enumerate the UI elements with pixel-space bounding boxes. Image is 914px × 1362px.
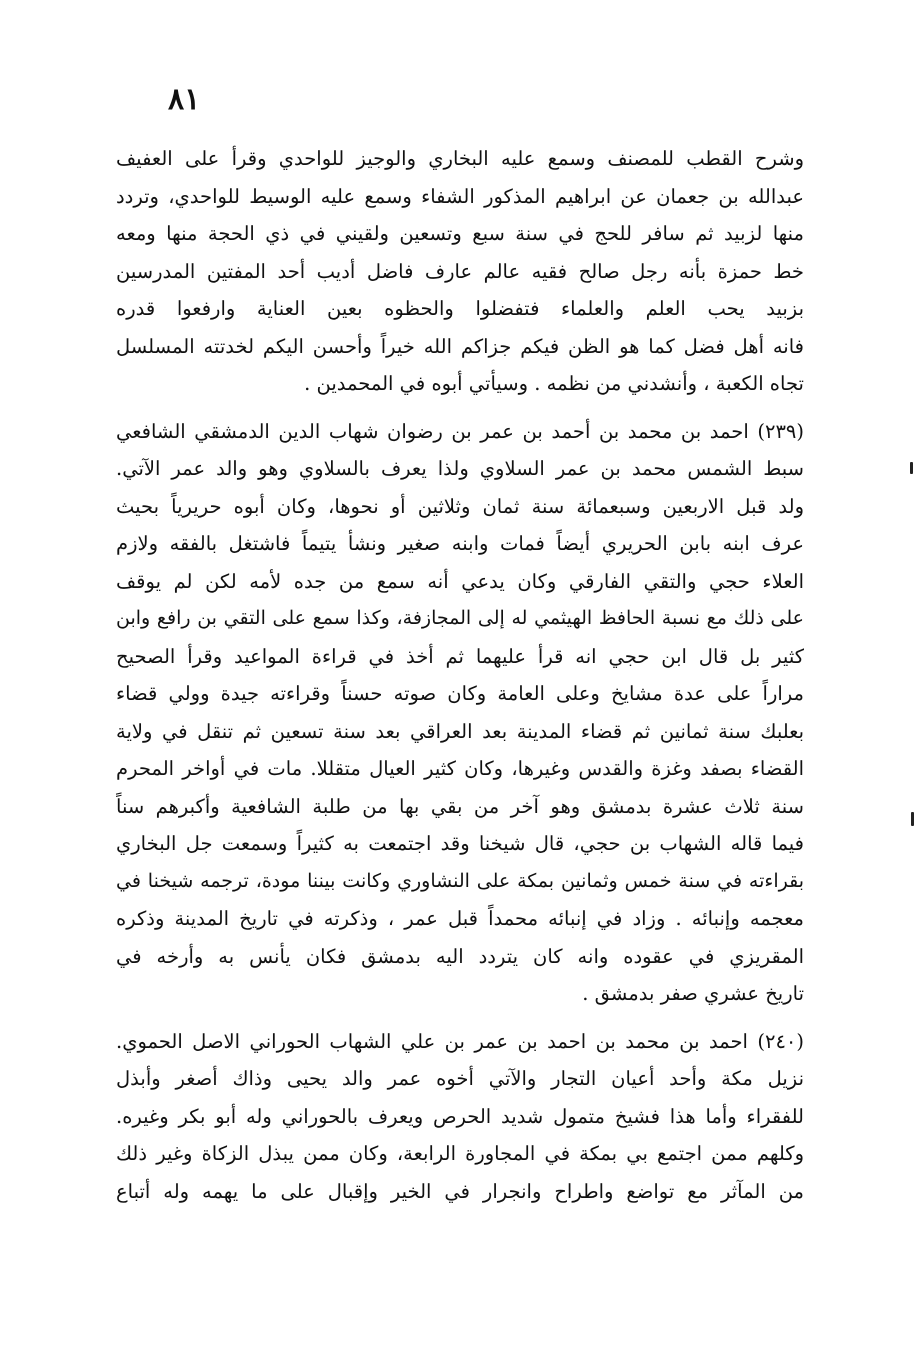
paragraph-gap xyxy=(116,403,804,413)
text-line: تاريخ عشري صفر بدمشق . xyxy=(582,982,804,1005)
text-line: نزيل مكة وأحد أعيان التجار والآتي أخوه عمر والد يحيى وذاك أصغر وأبذل xyxy=(116,1067,804,1090)
text-line: القضاء بصفد وغزة والقدس وغيرها، وكان كثير العيال متقللا. مات في أواخر المحرم xyxy=(116,757,804,780)
text-line: سبط الشمس محمد بن عمر السلاوي ولذا يعرف بالسلاوي وهو والد عمر الآتي. xyxy=(116,457,804,480)
text-line: مراراً على عدة مشايخ وعلى العامة وكان صوته حسناً وقراءته جيدة وولي قضاء xyxy=(116,682,804,705)
text-line: للفقراء وأما هذا فشيخ متمول شديد الحرص ويعرف بالحوراني وله أبو بكر وغيره. xyxy=(116,1104,804,1128)
entry-heading-line: (٢٣٩) احمد بن محمد بن أحمد بن عمر بن رضوان شهاب الدين الدمشقي الشافعي xyxy=(116,419,804,443)
page-number: ٨١ xyxy=(168,82,201,117)
text-line: منها لزبيد ثم سافر للحج في سنة سبع وتسعين ولقيني في ذي الحجة منها ومعه xyxy=(116,222,804,245)
text-line: سنة ثلاث عشرة بدمشق وهو آخر من بقي بها من طلبة الشافعية وأكبرهم سناً xyxy=(116,794,804,818)
text-line: وكلهم ممن اجتمع بي بمكة في المجاورة الرابعة، وكان ممن يبذل الزكاة وغير ذلك xyxy=(116,1142,804,1165)
text-line: فانه أهل فضل كما هو الظن فيكم جزاكم الله خيراً وأحسن اليكم لخدتته المسلسل xyxy=(116,334,804,358)
paragraph-entry-239 xyxy=(116,413,804,1013)
text-line: خط حمزة بأنه رجل صالح فقيه عالم عارف فاضل أديب أحد المفتين المدرسين xyxy=(116,259,804,283)
text-line: معجمه وإنبائه . وزاد في إنبائه محمداً قبل عمر ، وذكرته في تاريخ المدينة وذكره xyxy=(116,907,804,930)
text-line: عرف ابنه بابن الحريري أيضاً فمات وابنه صغير ونشأ يتيماً فاشتغل بالفقه ولازم xyxy=(116,532,804,555)
text-line: بقراءته في سنة خمس وثمانين بمكة على النشاوري وكانت بيننا مودة، ترجمه شيخنا في xyxy=(116,869,804,892)
text-line: بعلبك سنة ثمانين ثم قضاء المدينة بعد العراقي بعد سنة تسعين ثم تنقل في ولاية xyxy=(116,719,804,743)
text-body xyxy=(116,140,804,1210)
paragraph-gap xyxy=(116,1013,804,1023)
text-line: المقريزي في عقوده وانه كان يتردد اليه بدمشق فكان يأنس به وأرخه في xyxy=(116,944,804,968)
text-line: على ذلك مع نسبة الحافظ الهيثمي له إلى المجازفة، وكذا سمع على التقي بن رافع وابن xyxy=(116,607,804,629)
text-line: فيما قاله الشهاب بن حجي، قال شيخنا وقد اجتمعت به كثيراً وسمعت جل البخاري xyxy=(116,832,804,855)
paragraph-entry-240 xyxy=(116,1023,804,1211)
text-line: كثير بل قال ابن حجي انه قرأ عليهما ثم أخذ في قراءة المواعيد وقرأ الصحيح xyxy=(116,644,804,668)
text-line: وشرح القطب للمصنف وسمع عليه البخاري والوجيز للواحدي وقرأ على العفيف xyxy=(116,147,804,170)
text-line: عبدالله بن جعمان عن ابراهيم المذكور الشفاء وسمع عليه الوسيط للواحدي، وتردد xyxy=(116,184,804,208)
text-line: من المآثر مع تواضع واطراح وانجرار في الخير وإقبال على ما يهمه وله أتباع xyxy=(116,1179,804,1203)
paragraph-continuation xyxy=(116,140,804,403)
text-line: ولد قبل الاربعين وسبعمائة سنة ثمان وثلاثين أو نحوها، وكان أبوه حريرياً بحيث xyxy=(116,494,804,518)
text-line: العلاء حجي والتقي الفارقي وكان يدعي أنه سمع من جده لأمه لكن لم يوقف xyxy=(116,569,804,593)
margin-mark xyxy=(910,462,913,474)
text-line: بزبيد يحب العلم والعلماء فتفضلوا والحظوه بعين العناية وارفعوا قدره xyxy=(116,297,804,320)
entry-heading-line: (٢٤٠) احمد بن محمد بن احمد بن عمر بن علي الشهاب الحوراني الاصل الحموي. xyxy=(116,1029,804,1053)
text-line: تجاه الكعبة ، وأنشدني من نظمه . وسيأتي أبوه في المحمدين . xyxy=(304,372,804,395)
